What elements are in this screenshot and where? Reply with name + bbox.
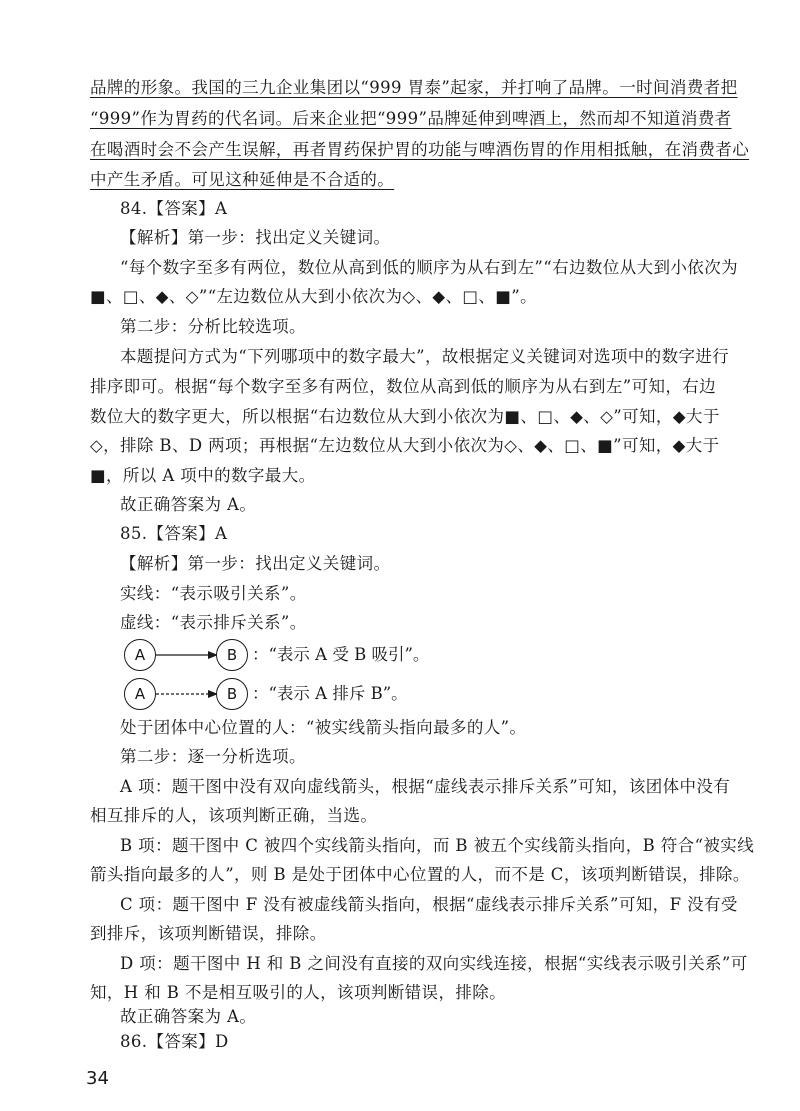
paragraph-line: D 项：题干图中 H 和 B 之间没有直接的双向实线连接，根据“实线表示吸引关系”可 xyxy=(120,954,748,973)
paragraph-line: “每个数字至多有两位，数位从高到低的顺序为从右到左”“右边数位从大到小依次为 xyxy=(120,258,739,277)
solid-arrow-icon xyxy=(156,649,218,661)
paragraph-line: 第二步：逐一分析选项。 xyxy=(120,747,306,766)
paragraph-line: 品牌的形象。我国的三九企业集团以“999 胃泰”起家，并打响了品牌。一时间消费者把 xyxy=(90,78,738,97)
node-b: B xyxy=(216,678,248,710)
paragraph-line: “999”作为胃药的代名词。后来企业把“999”品牌延伸到啤酒上，然而却不知道消费者 xyxy=(90,109,732,128)
answer-heading-85: 85.【答案】A xyxy=(120,524,228,543)
analysis-heading: 【解析】第一步：找出定义关键词。 xyxy=(120,554,391,573)
answer-heading-84: 84.【答案】A xyxy=(120,199,228,218)
paragraph-line: B 项：题干图中 C 被四个实线箭头指向，而 B 被五个实线箭头指向，B 符合“被实线 xyxy=(120,836,755,855)
node-b: B xyxy=(216,639,248,671)
node-a: A xyxy=(124,678,156,710)
paragraph-line: C 项：题干图中 F 没有被虚线箭头指向，根据“虚线表示排斥关系”可知，F 没有受 xyxy=(120,895,738,914)
paragraph-line: ◇，排除 B、D 两项；再根据“左边数位从大到小依次为◇、◆、□、■”可知，◆大于 xyxy=(90,436,720,455)
paragraph-line: 排序即可。根据“每个数字至多有两位，数位从高到低的顺序为从右到左”可知，右边 xyxy=(90,377,717,396)
paragraph-line: 中产生矛盾。可见这种延伸是不合适的。 xyxy=(90,170,395,189)
page-number: 34 xyxy=(86,1068,109,1089)
paragraph-line: ■，所以 A 项中的数字最大。 xyxy=(90,466,316,485)
paragraph-line: 数位大的数字更大，所以根据“右边数位从大到小依次为■、□、◆、◇”可知，◆大于 xyxy=(90,407,720,426)
paragraph-line: ■、□、◆、◇”“左边数位从大到小依次为◇、◆、□、■”。 xyxy=(90,287,538,306)
definition-dashed-line: 虚线：“表示排斥关系”。 xyxy=(120,613,307,632)
paragraph-line: 第二步：分析比较选项。 xyxy=(120,317,306,336)
dashed-arrow-icon xyxy=(156,688,218,700)
conclusion-line: 故正确答案为 A。 xyxy=(120,1007,257,1026)
paragraph-line: 到排斥，该项判断错误，排除。 xyxy=(90,924,327,943)
definition-solid-line: 实线：“表示吸引关系”。 xyxy=(120,584,307,603)
paragraph-line: 本题提问方式为“下列哪项中的数字最大”，故根据定义关键词对选项中的数字进行 xyxy=(120,347,730,366)
diagram-caption: ：“表示 A 排斥 B”。 xyxy=(252,684,408,703)
paragraph-line: 在喝酒时会不会产生误解，再者胃药保护胃的功能与啤酒伤胃的作用相抵触，在消费者心 xyxy=(90,140,750,159)
diagram-caption: ：“表示 A 受 B 吸引”。 xyxy=(252,645,430,664)
paragraph-line: 箭头指向最多的人”，则 B 是处于团体中心位置的人，而不是 C，该项判断错误，排除。 xyxy=(90,865,750,884)
paragraph-line: 相互排斥的人，该项判断正确，当选。 xyxy=(90,806,378,825)
answer-heading-86: 86.【答案】D xyxy=(120,1032,229,1051)
analysis-heading: 【解析】第一步：找出定义关键词。 xyxy=(120,228,391,247)
paragraph-line: 处于团体中心位置的人：“被实线箭头指向最多的人”。 xyxy=(120,718,527,737)
paragraph-line: 知，H 和 B 不是相互吸引的人，该项判断错误，排除。 xyxy=(90,983,507,1002)
paragraph-line: A 项：题干图中没有双向虚线箭头，根据“虚线表示排斥关系”可知，该团体中没有 xyxy=(120,777,731,796)
conclusion-line: 故正确答案为 A。 xyxy=(120,495,257,514)
node-a: A xyxy=(124,639,156,671)
